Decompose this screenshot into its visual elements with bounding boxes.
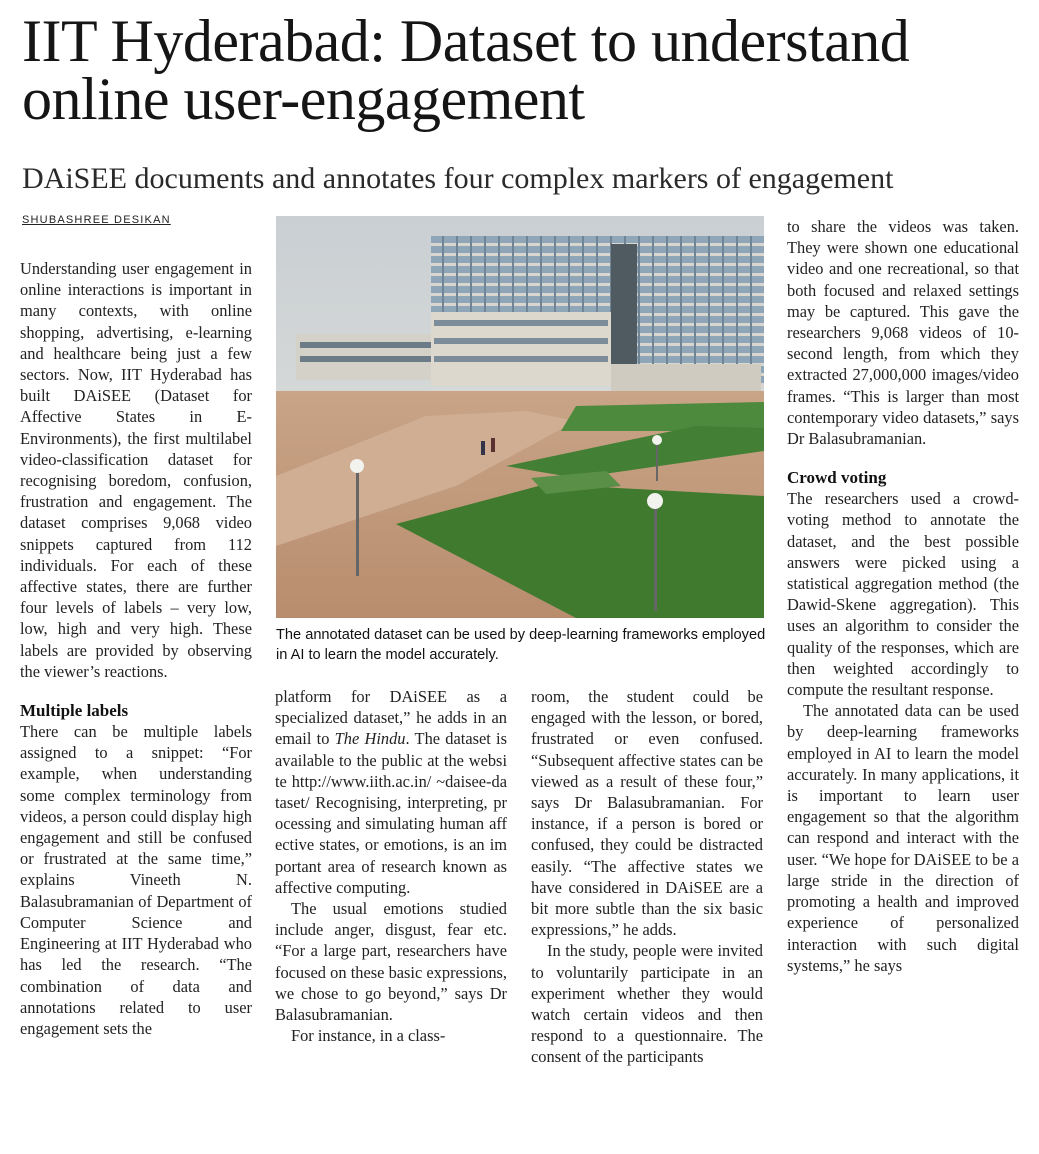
column-4 (787, 216, 1019, 976)
text-run: . The dataset is available to the public at the website http://www.iith.ac.in/ ~daisee-dataset/ Recognising, interpreting, processing and simulating human affective states, or emotions, is an important area of research known as affective computing. (275, 729, 507, 897)
paragraph: In the study, people were invited to voluntarily participate in an experiment whether they would watch certain videos and then respond to a questionnaire. The consent of the participants (531, 941, 763, 1067)
paragraph: The researchers used a crowd-voting method to annotate the dataset, and the best possible answers were picked using a statistical aggregation method (the Dawid-Skene aggregation). This uses an algorithm to consider the quality of the responses, which are then weighted accordingly to compute the resultant response. (787, 489, 1019, 700)
paragraph: to share the videos was taken. They were shown one educational video and one recreational, so that both focused and relaxed settings may be captured. This gave the researchers 9,068 videos of 10-second length, from which they extracted 27,000,000 images/video frames. “This is larger than most contemporary video datasets,” says Dr Balasubramanian. (787, 217, 1019, 449)
paragraph: The annotated data can be used by deep-learning frameworks employed in AI to learn the model accurately. In many applications, it is important to learn user engagement so that the algorithm can respond and interact with the user. “We hope for DAiSEE to be a large stride in the direction of promoting a health and improved experience of personalized interaction with such digital systems,” he says (787, 701, 1019, 975)
section-heading: Crowd voting (787, 468, 887, 488)
paragraph: Understanding user engagement in online interactions is important in many contexts, with online shopping, advertising, e-learning and healthcare being just a few sectors. Now, IIT Hyderabad has built DAiSEE (Dataset for Affective States in E-Environments), the first multilabel video-classification dataset for recognising boredom, confusion, frustration and engagement. The dataset comprises 9,068 video snippets captured from 112 individuals. For each of these affective states, there are further four levels of labels – very low, low, high and very high. These labels are provided by observing the viewer’s reactions. (20, 259, 252, 681)
paragraph (275, 686, 507, 898)
campus-photo (276, 216, 764, 618)
column-3 (531, 686, 763, 1068)
photo-caption: The annotated dataset can be used by deep-learning frameworks employed in AI to learn the model accurately. (276, 627, 766, 663)
paragraph: For instance, in a class- (291, 1026, 446, 1046)
byline: SHUBASHREE DESIKAN (22, 214, 171, 226)
campus-photo-illustration (276, 216, 764, 618)
text-run: platform for DAiSEE as a specialized dataset,” he adds in an email to (275, 687, 507, 749)
paragraph: There can be multiple labels assigned to a snippet: “For example, when understanding some complex terminology from videos, a person could display high engagement and still be confused or frustrated at the same time,” explains Vineeth N. Balasubramanian of Department of Computer Science and Engineering at IIT Hyderabad who has led the research. “The combination of data and annotations related to user engagement sets the (20, 722, 252, 1038)
subheadline: DAiSEE documents and annotates four complex markers of engagement (22, 162, 894, 195)
paragraph: The usual emotions studied include anger, disgust, fear etc. “For a large part, researchers have focused on these basic expressions, we chose to go beyond,” says Dr Balasubramanian. (275, 899, 507, 1025)
column-2 (275, 686, 507, 1046)
section-heading: Multiple labels (20, 701, 129, 721)
column-1 (20, 258, 252, 1039)
publication-name: The Hindu (334, 729, 406, 749)
headline: IIT Hyderabad: Dataset to understand online user-engagement (22, 8, 910, 132)
paragraph: room, the student could be engaged with the lesson, or bored, frustrated or even confused. “Subsequent affective states can be viewed as a result of these four,” says Dr Balasubramanian. For instance, if a person is bored or confused, they could be distracted easily. “The affective states we have considered in DAiSEE are a bit more subtle than the six basic expressions,” he adds. (531, 687, 763, 940)
